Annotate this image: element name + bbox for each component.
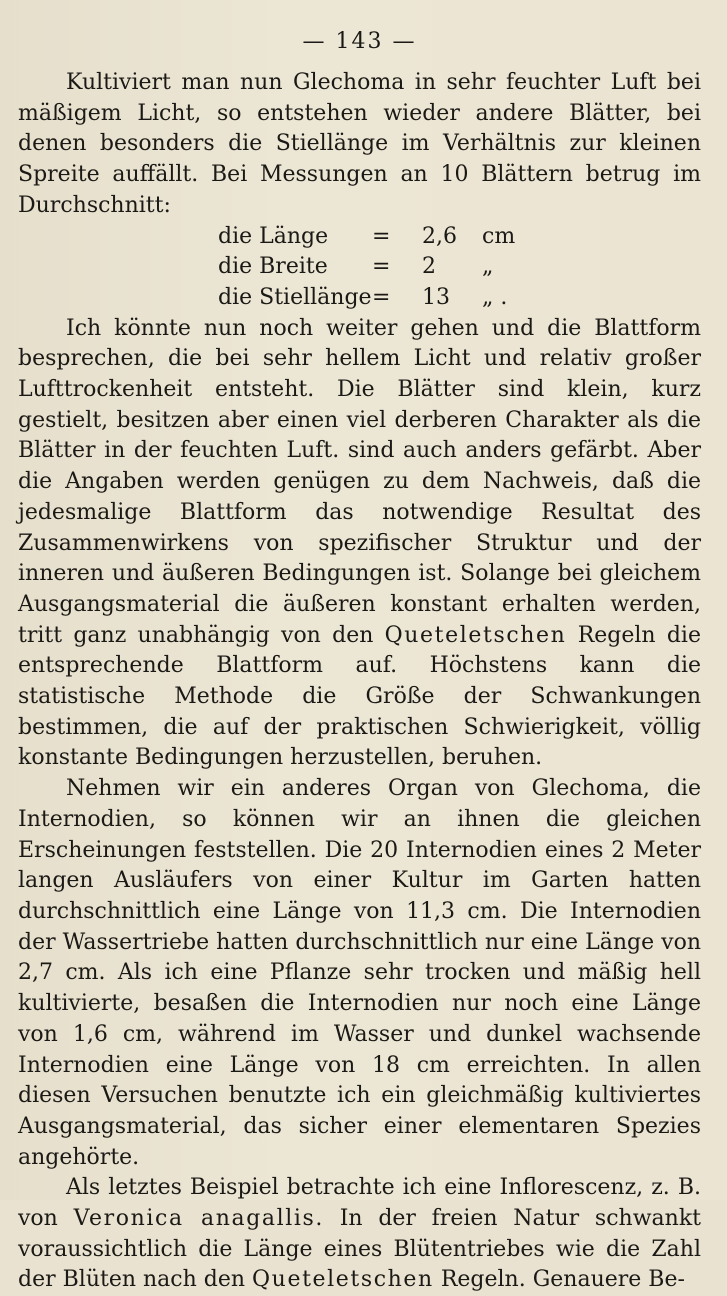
measurement-table: [218, 222, 542, 314]
paragraph-4: [18, 1173, 701, 1296]
measurement-row: [218, 283, 542, 314]
measurement-equals: =: [372, 223, 391, 249]
paragraph-4-mid: In der freien Natur schwankt voraussichtlich die Länge eines Blütentriebes wie die Zahl der Blüten nach den: [18, 1206, 701, 1293]
body-text: [18, 68, 701, 1296]
measurement-row: [218, 222, 542, 253]
measurement-value: 2,6: [422, 223, 457, 249]
paragraph-2-end: Regeln die entsprechende Blattform auf. Höchstens kann die statistische Methode die Größe der Schwankungen bestimmen, die auf der praktischen Schwierigkeit, völlig konstante Bedingungen herzustellen, beruhen.: [18, 622, 701, 771]
measurement-value: 2: [422, 254, 436, 280]
paragraph-3: Nehmen wir ein anderes Organ von Glechoma, die Internodien, so können wir an ihnen die gleichen Erscheinungen feststellen. Die 20 Internodien eines 2 Meter langen Ausläufers von einer Kultur im Garten hatten durchschnittlich eine Länge von 11,3 cm. Die Internodien der Wassertriebe hatten durchschnittlich nur eine Länge von 2,7 cm. Als ich eine Pflanze sehr trocken und mäßig hell kultivierte, besaßen die Internodien nur noch eine Länge von 1,6 cm, während im Wasser und dunkel wachsende Internodien eine Länge von 18 cm erreichten. In allen diesen Versuchen benutzte ich ein gleichmäßig kultiviertes Ausgangsmaterial, das sicher einer elementaren Spezies angehörte.: [18, 776, 701, 1170]
measurement-label: die Stiellänge: [218, 284, 372, 310]
page-number: — 143 —: [302, 29, 417, 54]
measurement-row: [218, 252, 542, 283]
author-name-quetelet-2: Queteletschen: [252, 1267, 434, 1293]
measurement-equals: =: [372, 254, 391, 280]
measurement-unit: „: [482, 254, 494, 280]
measurement-value: 13: [422, 284, 450, 310]
measurement-equals: =: [372, 284, 391, 310]
paragraph-4-end: Regeln. Genauere Be-: [440, 1267, 685, 1293]
paragraph-2: [18, 314, 701, 775]
measurement-label: die Breite: [218, 254, 328, 280]
author-name-quetelet: Queteletschen: [384, 622, 567, 648]
paragraph-1: Kultiviert man nun Glechoma in sehr feuchter Luft bei mäßigem Licht, so entstehen wieder andere Blätter, bei denen besonders die Stiellänge im Verhältnis zur kleinen Spreite auffällt. Bei Messungen an 10 Blättern betrug im Durchschnitt:: [18, 70, 701, 218]
paragraph-2-text: Ich könnte nun noch weiter gehen und die Blattform besprechen, die bei sehr hellem Licht und relativ großer Lufttrockenheit entsteht. Die Blätter sind klein, kurz gestielt, besitzen aber einen viel derberen Charakter als die Blätter in der feuchten Luft. sind auch anders gefärbt. Aber die Angaben werden genügen zu dem Nachweis, daß die jedesmalige Blattform das notwendige Resultat des Zusammenwirkens von spezifischer Struktur und der inneren und äußeren Bedingungen ist. Solange bei gleichem Ausgangsmaterial die äußeren konstant erhalten werden, tritt ganz unabhängig von den: [18, 315, 701, 648]
measurement-unit: cm: [482, 223, 516, 249]
species-name: Veronica anagallis.: [73, 1206, 324, 1232]
paragraph-4-start: Als letztes Beispiel betrachte ich eine Inflorescenz, z. B. von: [18, 1175, 701, 1232]
measurement-unit: „ .: [482, 284, 508, 310]
measurement-label: die Länge: [218, 223, 329, 249]
